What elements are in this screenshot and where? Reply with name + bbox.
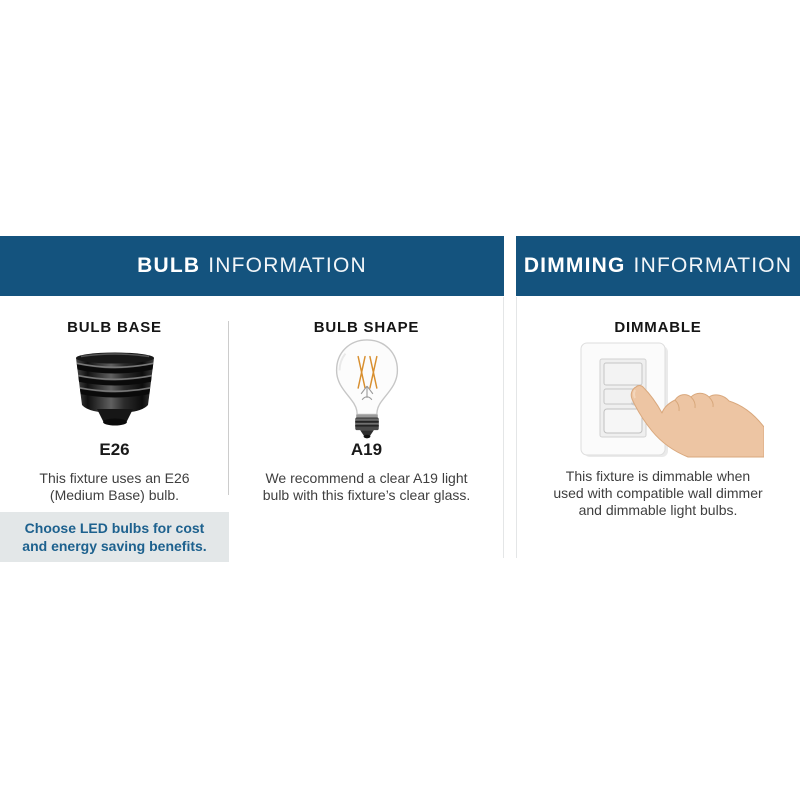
dimming-information-banner [516, 236, 800, 296]
dimming-banner-regular-text: INFORMATION [633, 254, 793, 277]
dimmable-description-line2: used with compatible wall dimmer [553, 485, 763, 501]
dimming-banner-bold-text: DIMMING [523, 254, 626, 277]
led-tip-box [0, 512, 229, 562]
bulb-banner-bold-text: BULB [137, 254, 201, 277]
dimmable-description [516, 468, 800, 519]
bulb-base-value: E26 [99, 440, 130, 459]
dimmer-switch-hand-icon [516, 336, 800, 462]
dimmable-description-line3: and dimmable light bulbs. [578, 502, 738, 518]
e26-screw-base-icon [0, 336, 229, 440]
bulb-banner-regular-text: INFORMATION [208, 254, 367, 277]
led-tip-line2: and energy saving benefits. [22, 538, 207, 554]
bulb-shape-description-line2: bulb with this fixture’s clear glass. [262, 487, 471, 503]
bulb-base-description-line1: This fixture uses an E26 [39, 470, 190, 486]
bulb-shape-column [229, 296, 504, 504]
dimmable-column [516, 296, 800, 519]
bulb-shape-value: A19 [350, 440, 383, 459]
bulb-base-column [0, 296, 229, 562]
a19-bulb-icon [229, 336, 504, 440]
bulb-information-banner [0, 236, 504, 296]
bulb-base-description [0, 470, 229, 504]
bulb-shape-heading: BULB SHAPE [313, 319, 420, 336]
led-tip-line1: Choose LED bulbs for cost [24, 520, 205, 536]
bulb-shape-description-line1: We recommend a clear A19 light [265, 470, 468, 486]
bulb-base-description-line2: (Medium Base) bulb. [49, 487, 180, 503]
bulb-base-heading: BULB BASE [67, 319, 162, 336]
dimmable-description-line1: This fixture is dimmable when [565, 468, 751, 484]
bulb-shape-description [229, 470, 504, 504]
dimmable-heading: DIMMABLE [614, 319, 702, 336]
